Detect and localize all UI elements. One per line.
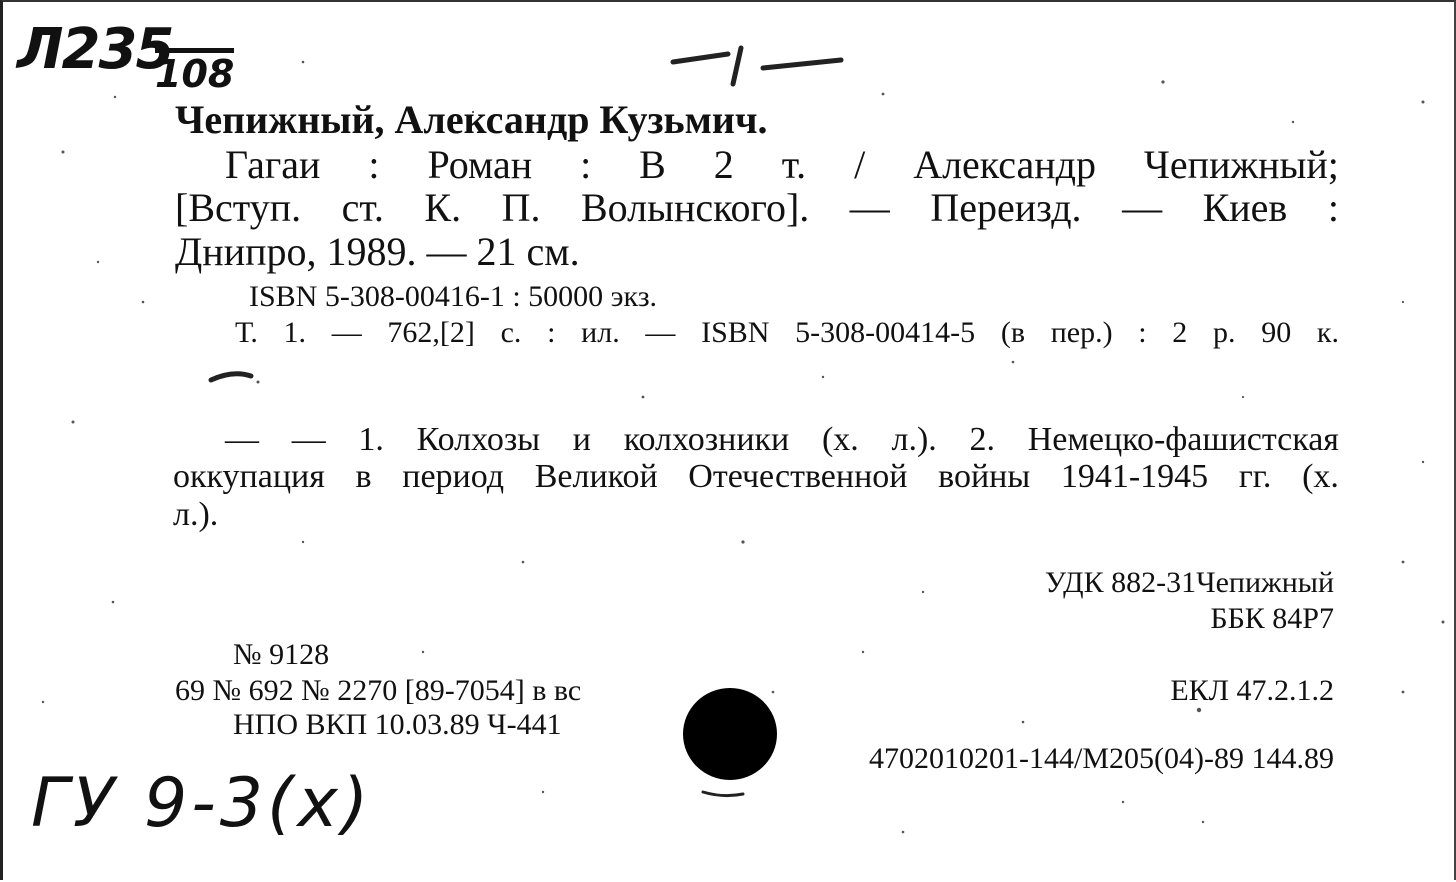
print-line: 69 № 692 № 2270 [89-7054] в вс [175,674,582,707]
subjects-line-2: оккупация в период Великой Отечественной войны 1941-1945 гг. (х. [173,458,1339,495]
volume-line: Т. 1. — 762,[2] с. : ил. — ISBN 5-308-00414-5 (в пер.) : 2 р. 90 к. [235,316,1339,349]
title-line-1: Гагаи : Роман : В 2 т. / Александр Чепижный; [225,142,1339,187]
udc-index: УДК 882-31Чепижный [1044,566,1334,599]
title-line-2: [Вступ. ст. К. П. Волынского]. — Переизд. — Киев : [175,185,1339,230]
code-line: 4702010201-144/М205(04)-89 144.89 [869,742,1334,775]
bbk-index: ББК 84Р7 [1210,602,1334,635]
ekl-index: ЕКЛ 47.2.1.2 [1170,674,1334,707]
handwritten-note: ГУ 9-3(x) [31,764,373,843]
subjects-line-1: — — 1. Колхозы и колхозники (х. л.). 2. Немецко-фашистская [225,421,1339,458]
order-number: № 9128 [233,638,330,671]
title-line-3: Днипро, 1989. — 21 см. [175,229,580,274]
author-heading: Чепижный, Александр Кузьмич. [175,97,768,142]
shelfmark-number: 108 [155,48,234,93]
shelfmark: Л235 [17,17,173,82]
subjects-line-3: л.). [173,496,219,533]
npo-line: НПО ВКП 10.03.89 Ч-441 [233,708,562,741]
punch-hole [683,688,777,780]
isbn-line: ISBN 5-308-00416-1 : 50000 экз. [249,280,658,313]
